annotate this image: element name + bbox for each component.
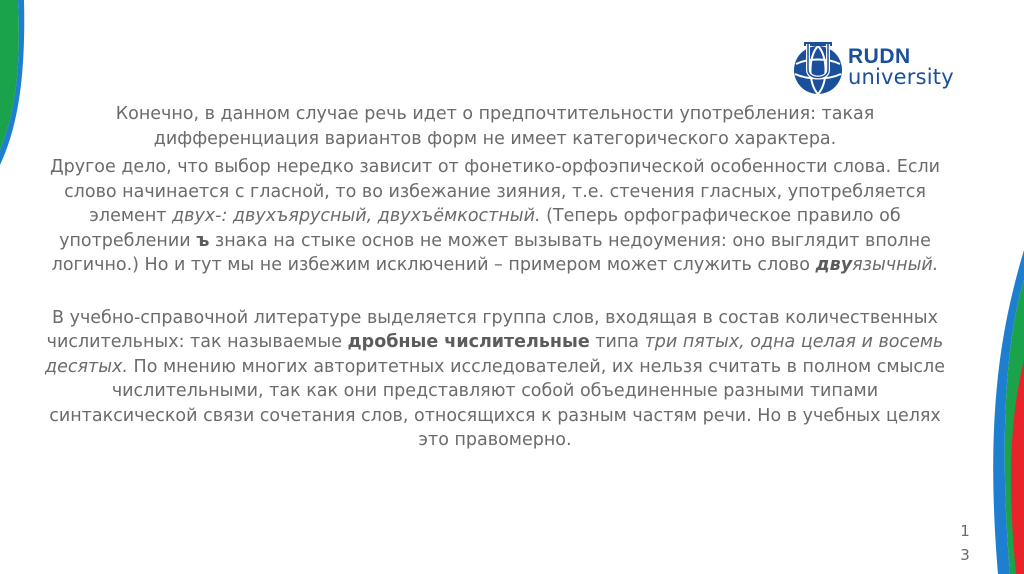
paragraph-2-italic-example: двух-: двухъярусный, двухъёмкостный.: [172, 206, 541, 226]
logo-line-university: university: [848, 65, 954, 89]
word-suffix-italic: язычный.: [852, 255, 939, 275]
paragraph-2-text: (Теперь орфографическое правило об употреблении: [59, 206, 901, 251]
fractional-numerals-term: дробные числительные: [347, 332, 590, 352]
paragraph-2: [40, 155, 950, 278]
hard-sign-bold: ъ: [196, 230, 210, 251]
globe-emblem-icon: [790, 40, 846, 96]
logo-line-rudn: RUDN: [848, 45, 911, 68]
paragraph-3: [40, 306, 950, 453]
slide-body: [40, 102, 950, 453]
paragraph-3-text: По мнению многих авторитетных исследователей, их нельзя считать в полном смысле числительными, так как они представляют собой объединенные разными типами синтаксической связи сочетания слов, относящихся к разным частям речи. Но в учебных целях это правомерно.: [49, 356, 945, 450]
paragraph-2-text: Другое дело, что выбор нередко зависит от фонетико-орфоэпической особенности слова. Если слово начинается с гласной, то во избежание зияния, т.е. стечения гласных, употребляется элемент: [49, 157, 941, 226]
paragraph-3-italic-example: три пятых, одна целая и восемь десятых.: [45, 332, 944, 377]
paragraph-1: Конечно, в данном случае речь идет о предпочтительности употребления: такая дифференциация вариантов форм не имеет категорического характера.: [115, 104, 875, 149]
page-number-digit-2: 3: [960, 546, 970, 564]
page-number: [958, 519, 972, 567]
word-prefix-bold-italic: дву: [815, 255, 853, 275]
paragraph-3-text: типа: [589, 332, 645, 352]
logo-wordmark: [848, 46, 954, 88]
paragraph-2-text: знака на стыке основ не может вызывать недоумения: оно выглядит вполне логично.) Но и тут мы не избежим исключений – примером может служить слово: [51, 230, 931, 275]
paragraph-3-text: В учебно-справочной литературе выделяется группа слов, входящая в состав количественных числительных: так называемые: [46, 307, 938, 352]
page-number-digit-1: 1: [960, 522, 970, 540]
